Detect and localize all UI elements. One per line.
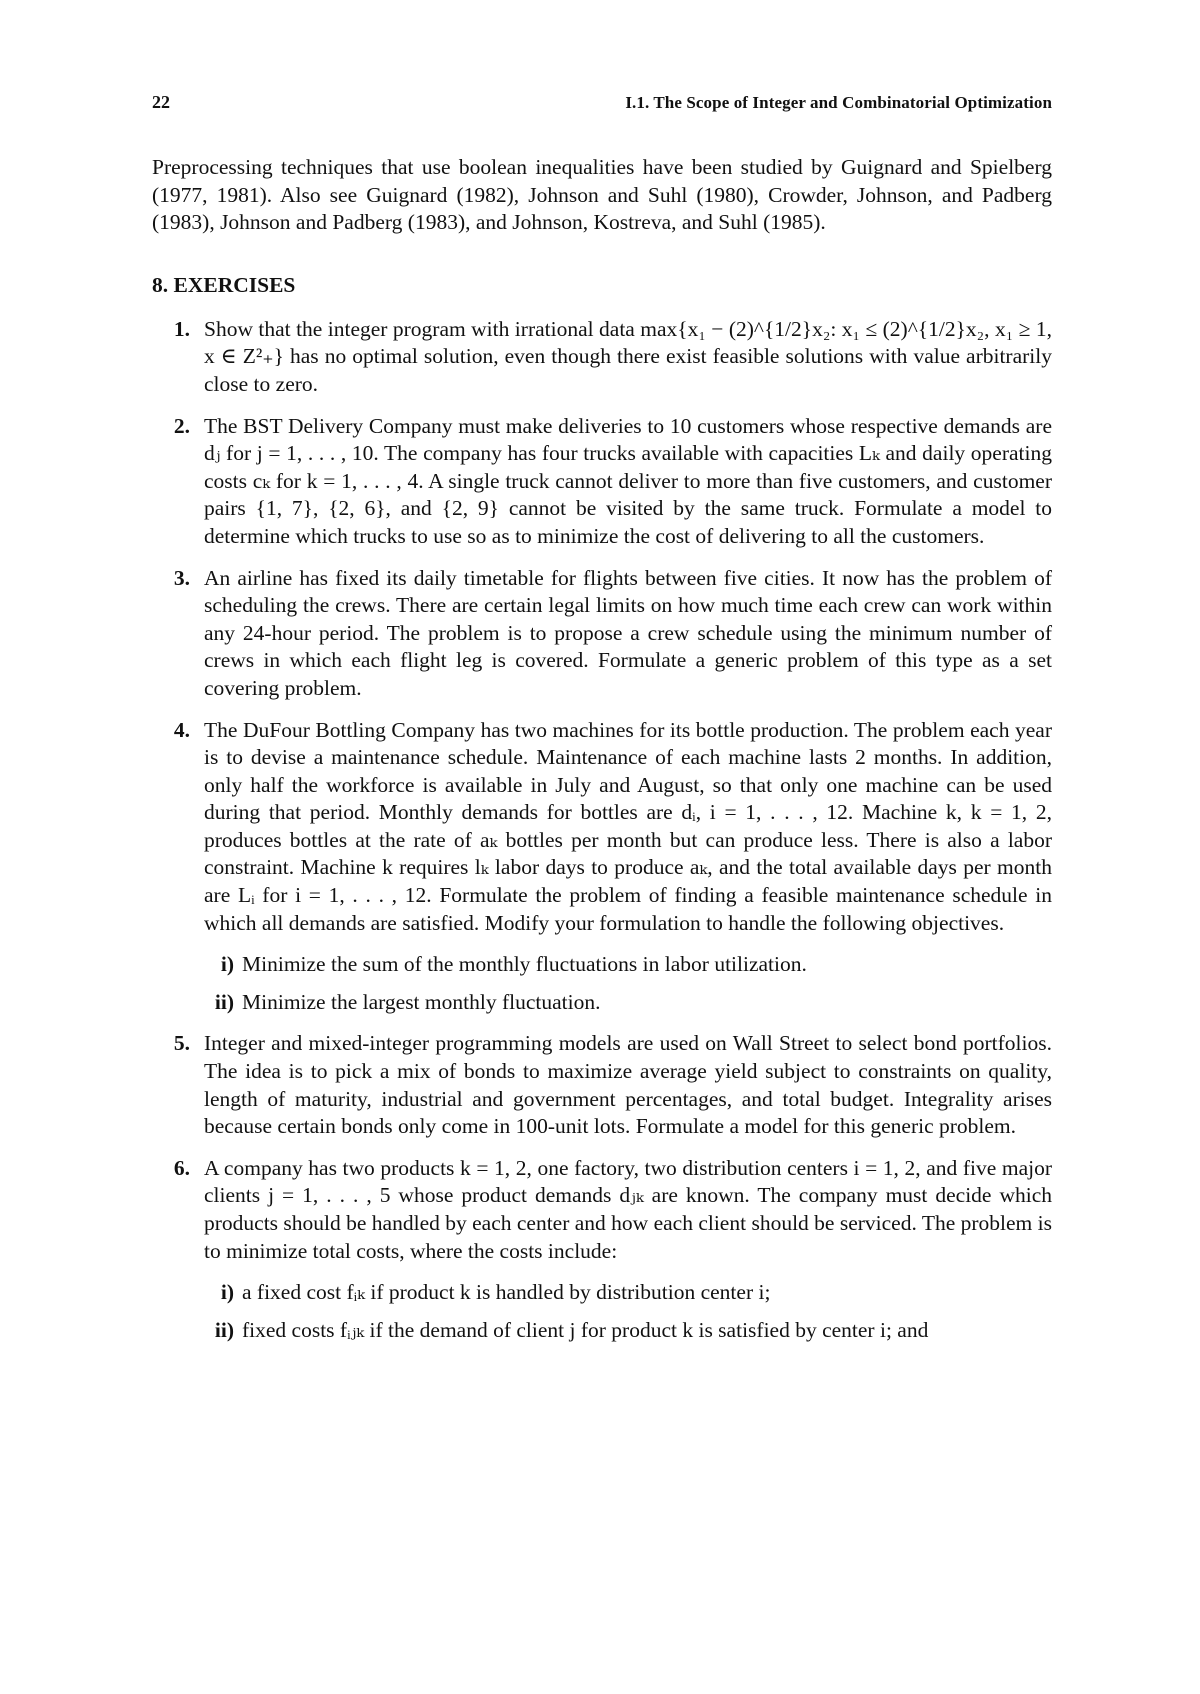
exercise-3 xyxy=(152,565,1052,703)
item-text: Minimize the sum of the monthly fluctuations in labor utilization. xyxy=(242,952,807,977)
exercise-4-item-ii xyxy=(204,989,1052,1017)
exercise-1 xyxy=(152,316,1052,399)
exercise-4 xyxy=(152,717,1052,938)
item-text: a fixed cost fᵢₖ if product k is handled by distribution center i; xyxy=(242,1280,771,1305)
exercise-text: The BST Delivery Company must make deliveries to 10 customers whose respective demands are dⱼ for j = 1, . . . , 10. The company has four trucks available with capacities Lₖ and daily operating costs cₖ for k = 1, . . . , 4. A single truck cannot deliver to more than five customers, and customer pairs {1, 7}, {2, 6}, and {2, 9} cannot be visited by the same truck. Formulate a model to determine which trucks to use so as to minimize the cost of delivering to all the customers. xyxy=(204,413,1052,548)
item-text: fixed costs fᵢⱼₖ if the demand of client j for product k is satisfied by center i; and xyxy=(242,1317,929,1342)
exercise-text: The DuFour Bottling Company has two machines for its bottle production. The problem each year is to devise a maintenance schedule. Maintenance of each machine lasts 2 months. In addition, only half the workforce is available in July and August, so that only one machine can be used during that period. Monthly demands for bottles are dᵢ, i = 1, . . . , 12. Machine k, k = 1, 2, produces bottles at the rate of aₖ bottles per month but can produce less. There is also a labor constraint. Machine k requires lₖ labor days to produce aₖ, and the total available days per month are Lᵢ for i = 1, . . . , 12. Formulate the problem of finding a feasible maintenance schedule in which all demands are satisfied. Modify your formulation to handle the following objectives. xyxy=(204,717,1052,935)
exercise-number: 6. xyxy=(173,1155,190,1180)
exercise-text: A company has two products k = 1, 2, one factory, two distribution centers i = 1, 2, and five major clients j = 1, . . . , 5 whose product demands dⱼₖ are known. The company must decide which products should be handled by each center and how each client should be serviced. The problem is to minimize total costs, where the costs include: xyxy=(204,1155,1052,1263)
page xyxy=(152,92,1052,1354)
exercise-number: 1. xyxy=(173,316,190,341)
exercise-6-item-i xyxy=(204,1279,1052,1307)
exercise-number: 3. xyxy=(173,565,190,590)
exercise-list xyxy=(152,316,1052,1345)
exercise-number: 2. xyxy=(173,413,190,438)
item-label: i) xyxy=(220,1280,234,1305)
exercise-number: 4. xyxy=(173,717,190,742)
exercise-4-item-i xyxy=(204,951,1052,979)
item-label: ii) xyxy=(214,989,234,1014)
exercise-5 xyxy=(152,1030,1052,1140)
exercise-number: 5. xyxy=(173,1031,190,1056)
section-title: 8. EXERCISES xyxy=(152,272,296,297)
exercise-text: Integer and mixed-integer programming models are used on Wall Street to select bond portfolios. The idea is to pick a mix of bonds to maximize average yield subject to constraints on quality, length of maturity, industrial and government percentages, and total budget. Integrality arises because certain bonds only come in 100-unit lots. Formulate a model for this generic problem. xyxy=(204,1031,1052,1139)
running-header xyxy=(152,92,1052,122)
exercise-2 xyxy=(152,413,1052,551)
exercise-6 xyxy=(152,1155,1052,1265)
exercise-text: Show that the integer program with irrational data max{x₁ − (2)^{1/2}x₂: x₁ ≤ (2)^{1/2}x₂, x₁ ≥ 1, x ∈ Z²₊} has no optimal solution, even though there exist feasible solutions with value arbitrarily close to zero. xyxy=(204,316,1052,396)
exercise-text: An airline has fixed its daily timetable for flights between five cities. It now has the problem of scheduling the crews. There are certain legal limits on how much time each crew can work within any 24-hour period. The problem is to propose a crew schedule using the minimum number of crews in which each flight leg is covered. Formulate a generic problem of this type as a set covering problem. xyxy=(204,565,1052,700)
item-label: i) xyxy=(220,952,234,977)
item-text: Minimize the largest monthly fluctuation. xyxy=(242,989,601,1014)
intro-paragraph: Preprocessing techniques that use boolean inequalities have been studied by Guignard and Spielberg (1977, 1981). Also see Guignard (1982), Johnson and Suhl (1980), Crowder, Johnson, and Padberg (1983), Johnson and Padberg (1983), and Johnson, Kostreva, and Suhl (1985). xyxy=(152,155,1052,235)
chapter-title: I.1. The Scope of Integer and Combinatorial Optimization xyxy=(625,93,1052,112)
exercise-6-item-ii xyxy=(204,1317,1052,1345)
page-number: 22 xyxy=(152,92,170,112)
item-label: ii) xyxy=(214,1317,234,1342)
